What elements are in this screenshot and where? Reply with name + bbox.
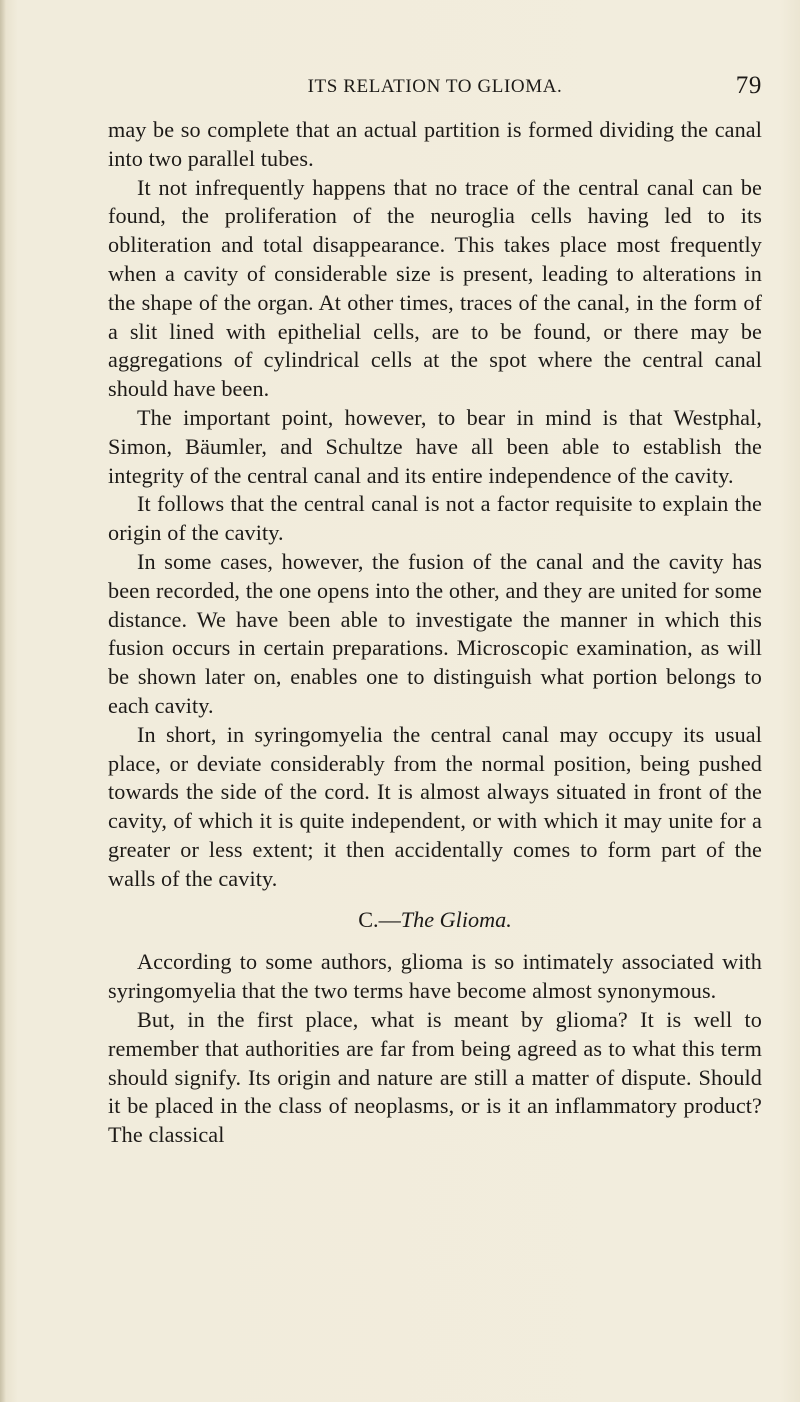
paragraph-in-short: In short, in syringomyelia the central canal may occupy its usual place, or deviate considerably from the normal position, being pushed towards the side of the cord. It is almost always situated in front of the cavity, of which it is quite independent, or with which it may unite for a greater or less extent; it then accidentally comes to form part of the walls of the cavity. — [108, 721, 762, 891]
body-text — [108, 116, 762, 1150]
paragraph-canal-obliteration: It not infrequently happens that no trace of the central canal can be found, the proliferation of the neuroglia cells having led to its obliteration and total disappearance. This takes place most frequently when a cavity of considerable size is present, leading to alterations in the shape of the organ. At other times, traces of the canal, in the form of a slit lined with epithelial cells, are to be found, or there may be aggregations of cylindrical cells at the spot where the central canal should have been. — [108, 174, 762, 402]
paragraph-glioma-definition: But, in the first place, what is meant by glioma? It is well to remember that authorities are far from being agreed as to what this term should signify. Its origin and nature are still a matter of dispute. Should it be placed in the class of neoplasms, or is it an inflammatory product? The classical — [108, 1006, 762, 1148]
paragraph-fusion: In some cases, however, the fusion of the canal and the cavity has been recorded, the one opens into the other, and they are united for some distance. We have been able to investigate the manner in which this fusion occurs in certain preparations. Microscopic examination, as will be shown later on, enables one to distinguish what portion belongs to each cavity. — [108, 548, 762, 718]
section-label: C.— — [358, 906, 401, 932]
page-number: 79 — [735, 72, 762, 99]
page-edge-shadow — [0, 0, 6, 1402]
running-title: ITS RELATION TO GLIOMA. — [307, 76, 563, 97]
section-heading — [108, 906, 762, 935]
running-head — [108, 72, 762, 106]
paragraph-follows: It follows that the central canal is not a factor requisite to explain the origin of the cavity. — [108, 491, 762, 546]
paragraph-continuation: may be so complete that an actual partition is formed dividing the canal into two parallel tubes. — [108, 117, 762, 171]
paragraph-important-point: The important point, however, to bear in mind is that Westphal, Simon, Bäumler, and Schultze have all been able to establish the integrity of the central canal and its entire independence of the cavity. — [108, 404, 762, 488]
paragraph-glioma-association: According to some authors, glioma is so intimately associated with syringomyelia that the two terms have become almost synonymous. — [108, 949, 762, 1004]
section-title: The Glioma. — [400, 906, 512, 932]
